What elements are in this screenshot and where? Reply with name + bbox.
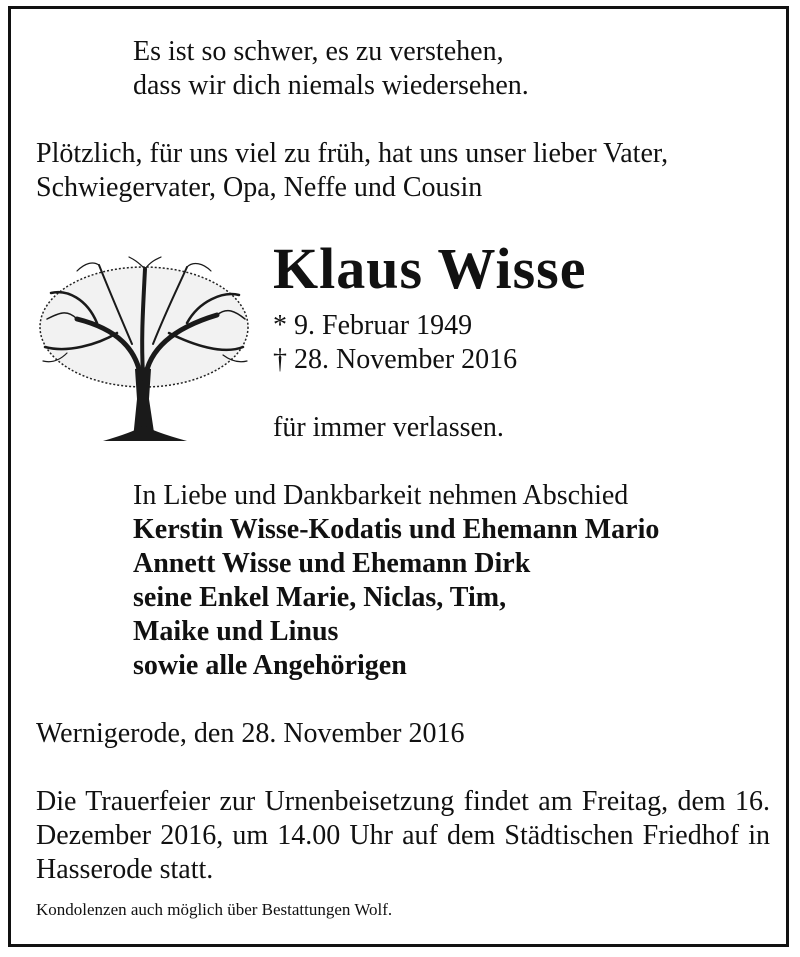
birth-date: * 9. Februar 1949 [273,310,473,341]
mourner-line: Maike und Linus [133,616,339,647]
farewell-text: für immer verlassen. [273,412,504,443]
mourners-intro: In Liebe und Dankbarkeit nehmen Abschied [133,480,629,511]
intro-line-2: Schwiegervater, Opa, Neffe und Cousin [36,172,483,203]
obituary-frame [8,6,789,947]
mourner-line: Kerstin Wisse-Kodatis und Ehemann Mario [133,514,660,545]
tree-icon [37,249,251,449]
death-date: † 28. November 2016 [273,344,518,375]
intro-line-1: Plötzlich, für uns viel zu früh, hat uns unser lieber Vater, [36,138,669,169]
mourner-line: sowie alle Angehörigen [133,650,407,681]
deceased-name: Klaus Wisse [273,236,587,301]
motto-line-2: dass wir dich niemals wiedersehen. [133,70,529,101]
mourner-line: seine Enkel Marie, Niclas, Tim, [133,582,507,613]
motto-line-1: Es ist so schwer, es zu verstehen, [133,36,504,67]
condolence-note: Kondolenzen auch möglich über Bestattungen Wolf. [36,900,393,919]
funeral-notice: Die Trauerfeier zur Urnenbeisetzung findet am Freitag, dem 16. Dezember 2016, um 14.00 Uhr auf dem Städtischen Friedhof in Hasserode statt. [36,786,770,885]
place-date: Wernigerode, den 28. November 2016 [36,718,465,749]
mourner-line: Annett Wisse und Ehemann Dirk [133,548,531,579]
